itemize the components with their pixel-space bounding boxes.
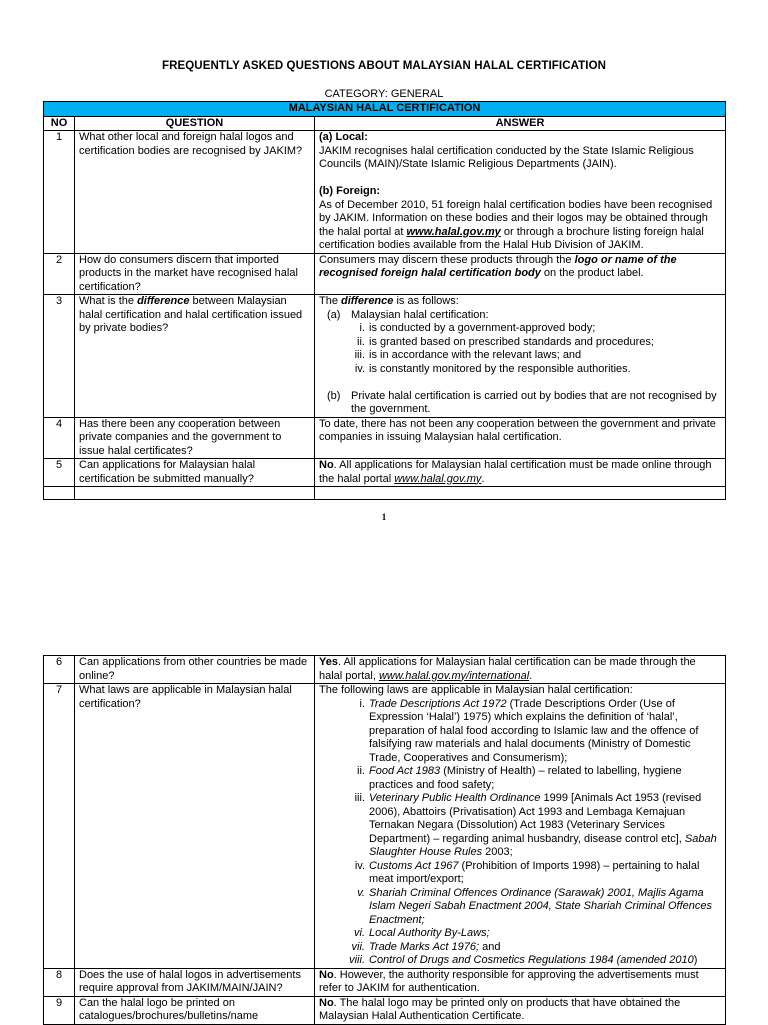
table-row [44,968,726,996]
faq-table-page-1 [43,101,726,500]
list-item: i. is conducted by a government-approved body; [359,322,596,334]
row-number: 3 [44,295,75,418]
law-name: Trade Marks Act 1976; [369,940,480,953]
row-number: 7 [44,684,75,969]
faq-table-page-2 [43,655,726,1025]
answer-cell [315,131,726,254]
foreign-answer: As of December 2010, 51 foreign halal certification bodies have been recognised by JAKIM. Information on these bodies and their logos may be obtained through the halal portal at www.halal.gov.my or through a brochure listing foreign halal certification bodies available from the Halal Hub Division of JAKIM. [319,198,713,251]
page-number: 1 [381,512,387,522]
answer-cell [315,684,726,969]
law-item: iii. Veterinary Public Health Ordinance 1999 [Animals Act 1953 (revised 2006), Abattoirs (Privatisation) Act 1993 and Lembaga Kemajuan Ternakan Negara (Dissolution) Act 1983 (Veterinary Services Department) – regarding animal husbandry, disease control etc], Sabah Slaughter House Rules 2003; [354,792,717,858]
question-cell: Can applications for Malaysian halal certification be submitted manually? [75,459,315,487]
law-item: iv. Customs Act 1967 (Prohibition of Imports 1998) – pertaining to halal meat import/export; [354,859,700,885]
difference-list [319,309,721,323]
difference-list-b [319,390,721,417]
list-item: iii. is in accordance with the relevant laws; and [354,349,582,361]
laws-list [319,698,721,968]
halal-portal-link[interactable]: www.halal.gov.my [394,472,482,485]
row-number: 8 [44,968,75,996]
list-item: (b) Private halal certification is carried out by bodies that are not recognised by the government. [327,389,717,415]
table-row [44,684,726,969]
law-item: vii. Trade Marks Act 1976; and [351,940,501,953]
list-item: (a) Malaysian halal certification: [327,308,489,321]
law-name: Control of Drugs and Cosmetics Regulations 1984 (amended 2010 [369,954,694,966]
foreign-heading: (b) Foreign: [319,185,381,197]
answer-cell: To date, there has not been any cooperation between the government and private companies in issuing Malaysian halal certification. [315,417,726,459]
answer-cell: No. The halal logo may be printed only on products that have obtained the Malaysian Halal Authentication Certificate. [315,996,726,1024]
table-row [44,131,726,254]
category-label: CATEGORY: GENERAL [324,88,444,100]
row-number: 2 [44,253,75,295]
table-row [44,417,726,459]
law-name: Veterinary Public Health Ordinance [369,792,541,804]
emphasis-text: logo or name of the recognised foreign halal certification body [319,253,677,279]
table-row [44,295,726,418]
answer-cell: No. However, the authority responsible for approving the advertisements must refer to JAKIM for authentication. [315,968,726,996]
international-portal-link[interactable]: www.halal.gov.my/international [378,669,530,682]
list-item: ii. is granted based on prescribed standards and procedures; [357,335,654,348]
law-name: Sabah Slaughter House Rules [369,832,717,858]
question-cell: What other local and foreign halal logos and certification bodies are recognised by JAKIM? [75,131,315,254]
document-title: FREQUENTLY ASKED QUESTIONS ABOUT MALAYSIAN HALAL CERTIFICATION [161,60,607,72]
malaysian-criteria-list [319,322,721,376]
question-cell: How do consumers discern that imported products in the market have recognised halal certification? [75,253,315,295]
laws-intro: The following laws are applicable in Malaysian halal certification: [319,684,633,696]
question-cell: What laws are applicable in Malaysian halal certification? [75,684,315,969]
row-number: 6 [44,656,75,684]
table-row [44,656,726,684]
law-item: vi. Local Authority By-Laws; [354,927,490,939]
local-heading: (a) Local: [319,131,368,143]
law-name: Food Act 1983 [369,765,441,777]
answer-cell: Consumers may discern these products through the logo or name of the recognised foreign halal certification body on the product label. [315,253,726,295]
law-name: Customs Act 1967 [369,859,459,872]
question-cell: Can the halal logo be printed on catalogues/brochures/bulletins/name [75,996,315,1024]
question-cell: What is the difference between Malaysian halal certification and halal certification issued by private bodies? [75,295,315,418]
law-name: Shariah Criminal Offences Ordinance (Sarawak) 2001, Majlis Agama Islam Negeri Sabah Enactment 2004, State Shariah Criminal Offences Enactment; [369,886,713,926]
law-name: Trade Descriptions Act 1972 [369,697,507,710]
question-cell: Can applications from other countries be made online? [75,656,315,684]
list-item: iv. is constantly monitored by the responsible authorities. [354,362,631,375]
law-item: ii. Food Act 1983 (Ministry of Health) – related to labelling, hygiene practices and food safety; [357,765,682,791]
answer-cell: No. All applications for Malaysian halal certification must be made online through the halal portal www.halal.gov.my. [315,459,726,487]
row-number: 5 [44,459,75,487]
header-no: NO [44,116,75,131]
table-banner: MALAYSIAN HALAL CERTIFICATION [44,102,726,117]
row-number: 9 [44,996,75,1024]
row-number: 4 [44,417,75,459]
law-item: viii. Control of Drugs and Cosmetics Regulations 1984 (amended 2010) [349,954,698,966]
table-row [44,459,726,487]
question-cell: Has there been any cooperation between private companies and the government to issue halal certificates? [75,417,315,459]
law-item: v. Shariah Criminal Offences Ordinance (Sarawak) 2001, Majlis Agama Islam Negeri Sabah Enactment 2004, State Shariah Criminal Offences Enactment; [357,886,713,926]
header-question: QUESTION [75,116,315,131]
empty-row [44,487,726,500]
question-cell: Does the use of halal logos in advertisements require approval from JAKIM/MAIN/JAIN? [75,968,315,996]
law-item: i. Trade Descriptions Act 1972 (Trade Descriptions Order (Use of Expression ‘Halal’) 1975) which explains the definition of ‘halal’, preparation of halal food according to Islamic law and the offence of falsifying raw materials and halal documents (Ministry of Domestic Trade, Cooperatives and Consumerism); [359,697,699,764]
row-number: 1 [44,131,75,254]
table-row [44,253,726,295]
answer-cell: Yes. All applications for Malaysian halal certification can be made through the halal portal, www.halal.gov.my/international. [315,656,726,684]
header-answer: ANSWER [315,116,726,131]
answer-cell: The difference is as follows: (a) Malaysian halal certification: i. is conducted by a government-approved body; ii. is granted based on prescribed standards and procedures; iii. is in accordance with the relevant laws; and iv. is constantly monitored by the responsible authorities. (b) Private halal certification is carried out by bodies that are not recognised by the government. [315,295,726,418]
halal-portal-link[interactable]: www.halal.gov.my [406,225,501,238]
table-row [44,996,726,1024]
local-answer: JAKIM recognises halal certification conducted by the State Islamic Religious Councils (MAIN)/State Islamic Religious Departments (JAIN). [319,144,694,170]
law-name: Local Authority By-Laws; [369,927,490,939]
